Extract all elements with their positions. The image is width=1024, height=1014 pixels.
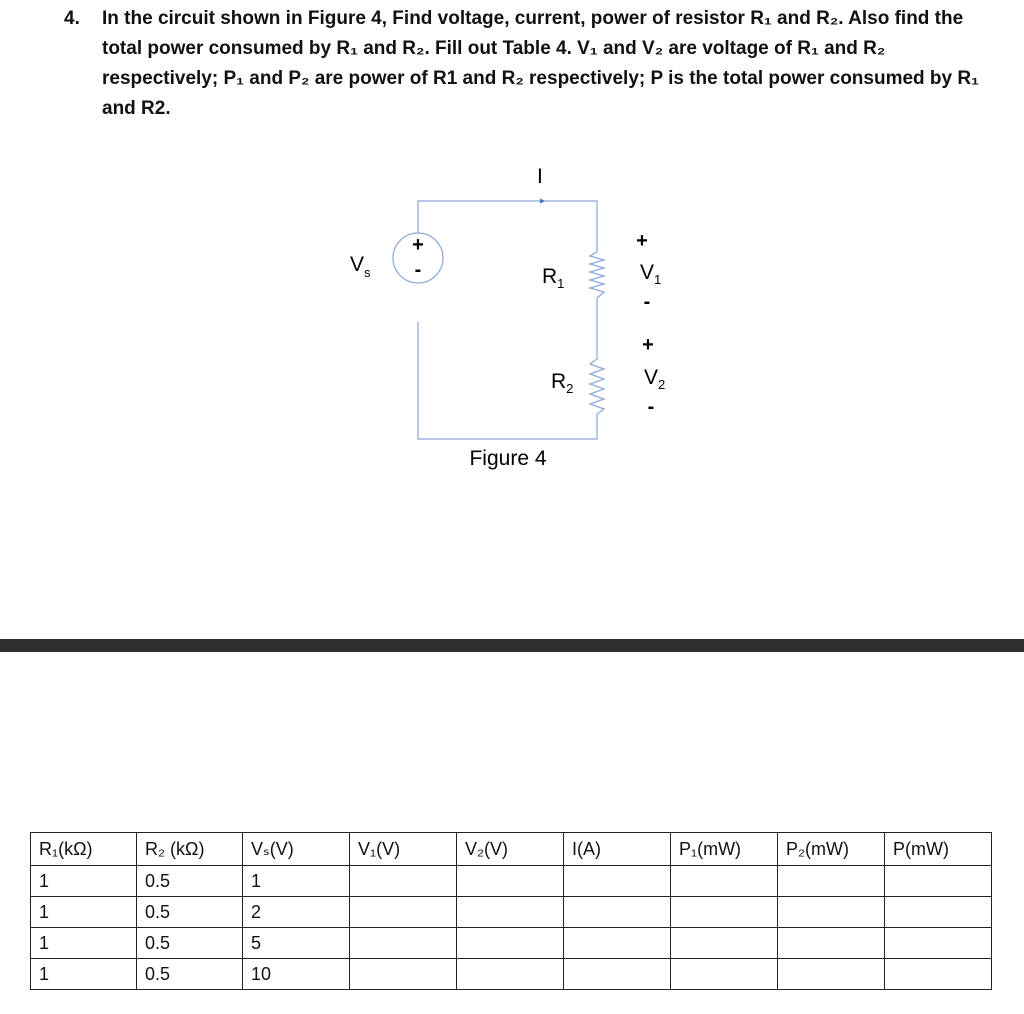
cell-p2[interactable] (778, 928, 885, 959)
header-p: P(mW) (885, 833, 992, 866)
table-row (31, 897, 992, 928)
v1-label (640, 261, 661, 287)
table-header-row (31, 833, 992, 866)
circuit-wires (418, 201, 597, 439)
r2-label-main: R (551, 370, 567, 393)
cell-i[interactable] (564, 866, 671, 897)
v2-label-subscript: 2 (658, 377, 666, 392)
cell-p1[interactable] (671, 866, 778, 897)
table-row (31, 959, 992, 990)
cell-p1[interactable] (671, 959, 778, 990)
figure-caption: Figure 4 (469, 447, 547, 470)
cell-p1[interactable] (671, 928, 778, 959)
cell-v2[interactable] (457, 866, 564, 897)
v1-label-subscript: 1 (654, 272, 662, 287)
header-i: I(A) (564, 833, 671, 866)
source-label-subscript: s (364, 265, 371, 280)
cell-v1[interactable] (350, 866, 457, 897)
cell-r2: 0.5 (137, 928, 243, 959)
cell-p2[interactable] (778, 897, 885, 928)
cell-v1[interactable] (350, 928, 457, 959)
r2-label-subscript: 2 (566, 381, 574, 396)
r1-label-main: R (542, 265, 558, 288)
current-arrow (540, 199, 545, 204)
cell-p2[interactable] (778, 959, 885, 990)
header-v1: V₁(V) (350, 833, 457, 866)
source-label-main: V (350, 253, 365, 276)
cell-vs: 10 (243, 959, 350, 990)
v2-minus-sign: - (647, 396, 655, 418)
cell-p[interactable] (885, 897, 992, 928)
v2-label (644, 366, 665, 392)
cell-r2: 0.5 (137, 959, 243, 990)
cell-vs: 5 (243, 928, 350, 959)
cell-r1: 1 (31, 959, 137, 990)
cell-v1[interactable] (350, 897, 457, 928)
resistor-r2 (590, 359, 604, 414)
table-4 (30, 832, 992, 990)
cell-r1: 1 (31, 866, 137, 897)
cell-p[interactable] (885, 928, 992, 959)
v2-label-main: V (644, 366, 659, 389)
question-text: In the circuit shown in Figure 4, Find voltage, current, power of resistor R₁ and R₂. Also find the total power consumed by R₁ and R₂. Fill out Table 4. V₁ and V₂ are voltage of R₁ and R₂ respectively; P₁ and P₂ are power of R1 and R₂ respectively; P is the total power consumed by R₁ and R2. (102, 8, 979, 119)
header-p1: P₁(mW) (671, 833, 778, 866)
cell-p[interactable] (885, 866, 992, 897)
cell-v2[interactable] (457, 959, 564, 990)
r2-label (551, 370, 573, 396)
cell-vs: 1 (243, 866, 350, 897)
cell-r2: 0.5 (137, 866, 243, 897)
header-p2: P₂(mW) (778, 833, 885, 866)
circuit-figure (0, 0, 1024, 480)
top-wire (418, 201, 597, 252)
cell-r1: 1 (31, 897, 137, 928)
header-r2: R₂ (kΩ) (137, 833, 243, 866)
cell-i[interactable] (564, 897, 671, 928)
cell-i[interactable] (564, 959, 671, 990)
section-divider (0, 639, 1024, 652)
source-minus-sign: - (414, 259, 422, 281)
v1-label-main: V (640, 261, 655, 284)
v1-minus-sign: - (643, 291, 651, 313)
source-label (350, 253, 371, 280)
table-row (31, 928, 992, 959)
header-vs: Vₛ(V) (243, 833, 350, 866)
header-r1: R₁(kΩ) (31, 833, 137, 866)
cell-i[interactable] (564, 928, 671, 959)
v1-plus-sign: + (636, 230, 648, 252)
question-number: 4. (64, 8, 80, 29)
header-v2: V₂(V) (457, 833, 564, 866)
cell-r1: 1 (31, 928, 137, 959)
cell-p2[interactable] (778, 866, 885, 897)
r1-label (542, 265, 564, 291)
cell-p1[interactable] (671, 897, 778, 928)
v2-plus-sign: + (642, 334, 654, 356)
cell-r2: 0.5 (137, 897, 243, 928)
cell-v2[interactable] (457, 897, 564, 928)
cell-v1[interactable] (350, 959, 457, 990)
table-row (31, 866, 992, 897)
resistor-r1 (590, 252, 604, 298)
source-plus-sign: + (412, 234, 424, 256)
current-label: I (537, 165, 543, 188)
r1-label-subscript: 1 (557, 276, 565, 291)
cell-vs: 2 (243, 897, 350, 928)
cell-p[interactable] (885, 959, 992, 990)
cell-v2[interactable] (457, 928, 564, 959)
